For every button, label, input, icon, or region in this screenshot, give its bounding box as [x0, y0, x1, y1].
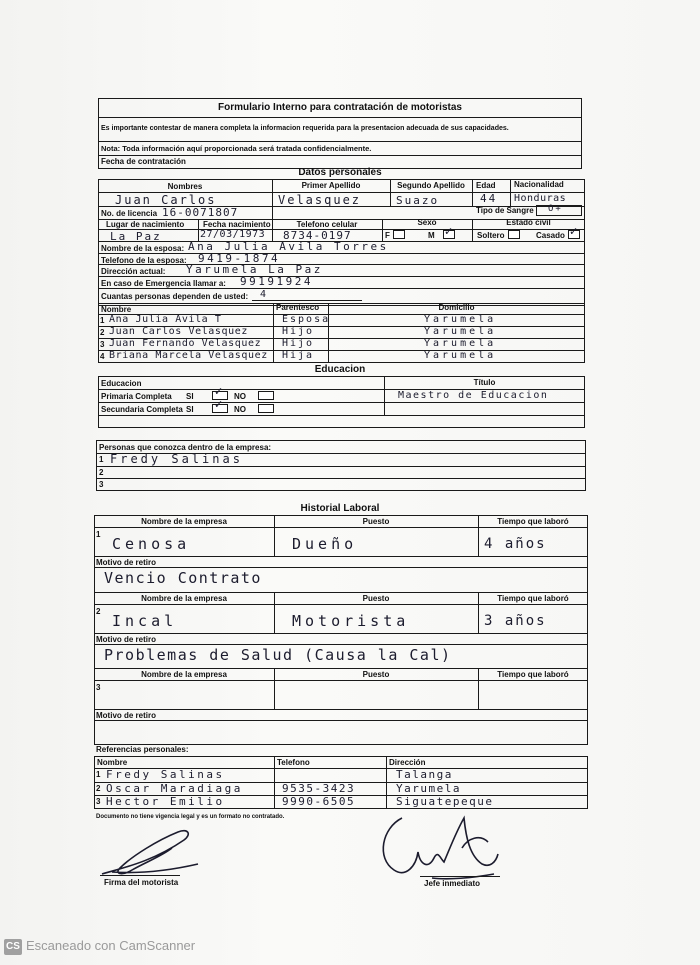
dep-row-nombre: Juan Fernando Velasquez	[109, 338, 262, 349]
lugar-nac-value: La Paz	[110, 230, 162, 243]
job-number: 1	[96, 530, 101, 539]
dep-row-number: 2	[100, 328, 105, 337]
job-tiempo: 3 años	[484, 612, 547, 629]
header-nacionalidad: Nacionalidad	[514, 180, 564, 189]
historial-section-title: Historial Laboral	[300, 503, 380, 514]
job-header-empresa: Nombre de la empresa	[141, 517, 227, 526]
dep-row-number: 1	[100, 316, 105, 325]
dep-row-parentesco: Hijo	[282, 338, 315, 349]
dependen-value: 4	[260, 289, 269, 300]
camscanner-text: Escaneado con CamScanner	[26, 938, 196, 953]
conocidos-label: Personas que conozca dentro de la empresa:	[99, 443, 272, 452]
dep-row-domicilio: Yarumela	[424, 326, 497, 337]
form-title: Formulario Interno para contratación de motoristas	[218, 102, 462, 113]
jefe-inmediato-signature	[372, 808, 512, 886]
job-header-tiempo: Tiempo que laboró	[497, 517, 569, 526]
job-motivo-line	[94, 720, 588, 721]
sexo-label: Sexo	[417, 218, 437, 227]
secundaria-si-check-mark: ✓	[214, 398, 224, 411]
job-bottom-line	[94, 592, 588, 593]
primaria-no-checkbox[interactable]	[258, 391, 274, 400]
primaria-si-check-mark: ✓	[214, 385, 224, 398]
emergencia-value: 99191924	[240, 275, 313, 288]
value-nombres: Juan Carlos	[115, 193, 217, 207]
job-motivo: Problemas de Salud (Causa la Cal)	[104, 645, 452, 664]
sexo-m-check-mark: ✓	[444, 225, 454, 238]
ref-row-number: 3	[96, 797, 101, 806]
secundaria-no-label: NO	[234, 405, 246, 414]
conocido-row-value: Fredy Salinas	[110, 452, 243, 466]
job-motivo-line	[94, 644, 588, 645]
esposa-label: Nombre de la esposa:	[101, 244, 185, 253]
job-row-line	[94, 556, 588, 557]
ref-row-direccion: Siguatepeque	[396, 795, 494, 808]
primaria-si-label: SI	[186, 392, 194, 401]
firma-motorista-signature	[92, 822, 202, 882]
sexo-f-checkbox[interactable]	[393, 230, 405, 239]
form-note: Nota: Toda información aquí proporcionada será tratada confidencialmente.	[101, 144, 372, 153]
job-header-empresa: Nombre de la empresa	[141, 593, 227, 603]
dep-row-nombre: Briana Marcela Velasquez	[109, 350, 268, 361]
secundaria-no-checkbox[interactable]	[258, 404, 274, 413]
jefe-inmediato-label: Jefe inmediato	[424, 879, 481, 888]
dep-row-nombre: Juan Carlos Velasquez	[109, 326, 249, 337]
job-header-line	[94, 604, 588, 605]
job-col-divider	[478, 515, 479, 556]
secundaria-label: Secundaria Completa	[101, 405, 183, 414]
job-motivo-line	[94, 567, 588, 568]
tel-esposa-value: 9419-1874	[198, 252, 281, 265]
job-header-puesto: Puesto	[362, 593, 390, 603]
dep-row-nombre: Ana Julia Avila T	[109, 314, 222, 325]
job-header-line	[94, 680, 588, 681]
dep-row-parentesco: Hijo	[282, 326, 315, 337]
ref-header-telefono: Telefono	[277, 758, 310, 767]
emergencia-label: En caso de Emergencia llamar a:	[101, 279, 226, 288]
dep-header-parentesco: Parentesco	[276, 303, 320, 312]
educacion-section-title: Educacion	[314, 364, 366, 375]
tel-esposa-label: Telefono de la esposa:	[101, 256, 187, 265]
disclaimer: Documento no tiene vigencia legal y es un formato no contratado.	[96, 814, 285, 820]
value-edad: 44	[480, 192, 498, 205]
dependen-label: Cuantas personas dependen de usted:	[101, 292, 249, 301]
sexo-m-label: M	[428, 231, 435, 240]
dep-header-nombre: Nombre	[101, 305, 132, 314]
estado-civil-label: Estado civil	[506, 218, 551, 227]
job-row-line	[94, 633, 588, 634]
dep-row-parentesco: Esposa	[282, 314, 331, 325]
fecha-nac-value: 27/03/1973	[200, 229, 266, 240]
tel-cel-value: 8734-0197	[283, 229, 352, 242]
sexo-f-label: F	[385, 231, 390, 240]
direccion-label: Dirección actual:	[101, 267, 166, 276]
job-motivo-label: Motivo de retiro	[96, 711, 157, 720]
job-header-empresa: Nombre de la empresa	[141, 670, 227, 679]
soltero-checkbox[interactable]	[508, 230, 520, 239]
job-tiempo: 4 años	[484, 536, 547, 552]
job-col-divider	[478, 668, 479, 709]
form-intro: Es importante contestar de manera completa la informacion requerida para la presentacion adecuada de sus capacidades.	[101, 125, 509, 132]
job-header-puesto: Puesto	[362, 670, 390, 679]
soltero-label: Soltero	[477, 231, 505, 240]
header-edad: Edad	[476, 181, 496, 190]
tipo-sangre-value: O+	[548, 204, 563, 214]
job-bottom-line	[94, 668, 588, 669]
ref-header-nombre: Nombre	[97, 758, 128, 767]
job-motivo-label: Motivo de retiro	[96, 634, 157, 644]
job-empresa: Cenosa	[112, 535, 191, 553]
job-number: 2	[96, 606, 101, 616]
tipo-sangre-label: Tipo de Sangre	[476, 206, 534, 215]
value-nacionalidad: Honduras	[514, 193, 567, 204]
ref-row-direccion: Talanga	[396, 768, 453, 781]
value-primer-apellido: Velasquez	[278, 193, 362, 207]
referencias-label: Referencias personales:	[96, 745, 189, 754]
conocido-row-number: 3	[99, 480, 104, 489]
job-motivo-label: Motivo de retiro	[96, 558, 157, 567]
primaria-label: Primaria Completa	[101, 392, 172, 401]
dep-row-number: 3	[100, 340, 105, 349]
job-col-divider	[274, 668, 275, 709]
fecha-contratacion-label: Fecha de contratación	[101, 157, 186, 166]
header-primer-apellido: Primer Apellido	[301, 181, 361, 190]
datos-section-title: Datos personales	[298, 167, 382, 178]
ref-row-direccion: Yarumela	[396, 781, 461, 795]
camscanner-logo: CS	[4, 939, 22, 955]
dep-row-domicilio: Yarumela	[424, 314, 497, 325]
job-header-puesto: Puesto	[362, 517, 390, 526]
dep-row-domicilio: Yarumela	[424, 350, 497, 361]
job-col-divider	[274, 592, 275, 633]
casado-label: Casado	[536, 231, 565, 240]
ref-row-nombre: Hector Emilio	[106, 795, 225, 808]
job-header-line	[94, 527, 588, 528]
titulo-label: Título	[473, 378, 496, 387]
conocido-row-number: 1	[99, 455, 104, 464]
dep-row-domicilio: Yarumela	[424, 338, 497, 349]
direccion-value: Yarumela La Paz	[186, 263, 323, 276]
dep-header-domicilio: Domicilio	[438, 303, 475, 312]
secundaria-si-label: SI	[186, 405, 194, 414]
job-header-tiempo: Tiempo que laboró	[497, 593, 569, 603]
licencia-label: No. de licencia	[101, 209, 158, 218]
primaria-no-label: NO	[234, 392, 246, 401]
tel-cel-label: Telefono celular	[296, 220, 358, 229]
ref-row-telefono: 9535-3423	[282, 781, 356, 795]
value-segundo-apellido: Suazo	[396, 194, 440, 207]
job-col-divider	[478, 592, 479, 633]
camscanner-watermark	[4, 938, 195, 955]
job-motivo: Vencio Contrato	[104, 569, 262, 587]
esposa-value: Ana Julia Avila Torres	[188, 240, 389, 253]
job-row-line	[94, 709, 588, 710]
job-number: 3	[96, 683, 101, 692]
job-puesto: Dueño	[292, 535, 358, 553]
job-header-tiempo: Tiempo que laboró	[497, 670, 569, 679]
casado-check-mark: ✓	[569, 225, 579, 238]
header-segundo-apellido: Segundo Apellido	[397, 181, 465, 190]
licencia-value: 16-0071807	[162, 206, 239, 219]
educacion-label: Educacion	[101, 379, 142, 388]
job-empresa: Incal	[112, 611, 178, 630]
fecha-nac-label: Fecha nacimiento	[203, 220, 271, 229]
job-puesto: Motorista	[292, 611, 410, 630]
ref-row-nombre: Oscar Maradiaga	[106, 781, 243, 795]
conocido-row-number: 2	[99, 467, 104, 477]
titulo-value: Maestro de Educacion	[398, 390, 549, 401]
ref-row-number: 2	[96, 783, 101, 793]
lugar-nac-label: Lugar de nacimiento	[106, 220, 185, 229]
dep-row-parentesco: Hija	[282, 350, 315, 361]
ref-row-nombre: Fredy Salinas	[106, 768, 225, 781]
job-col-divider	[274, 515, 275, 556]
dep-row-number: 4	[100, 352, 105, 361]
ref-row-telefono: 9990-6505	[282, 795, 356, 808]
ref-header-direccion: Dirección	[389, 758, 426, 767]
firma-motorista-label: Firma del motorista	[104, 878, 179, 887]
header-nombres: Nombres	[167, 182, 203, 191]
ref-row-number: 1	[96, 770, 101, 779]
